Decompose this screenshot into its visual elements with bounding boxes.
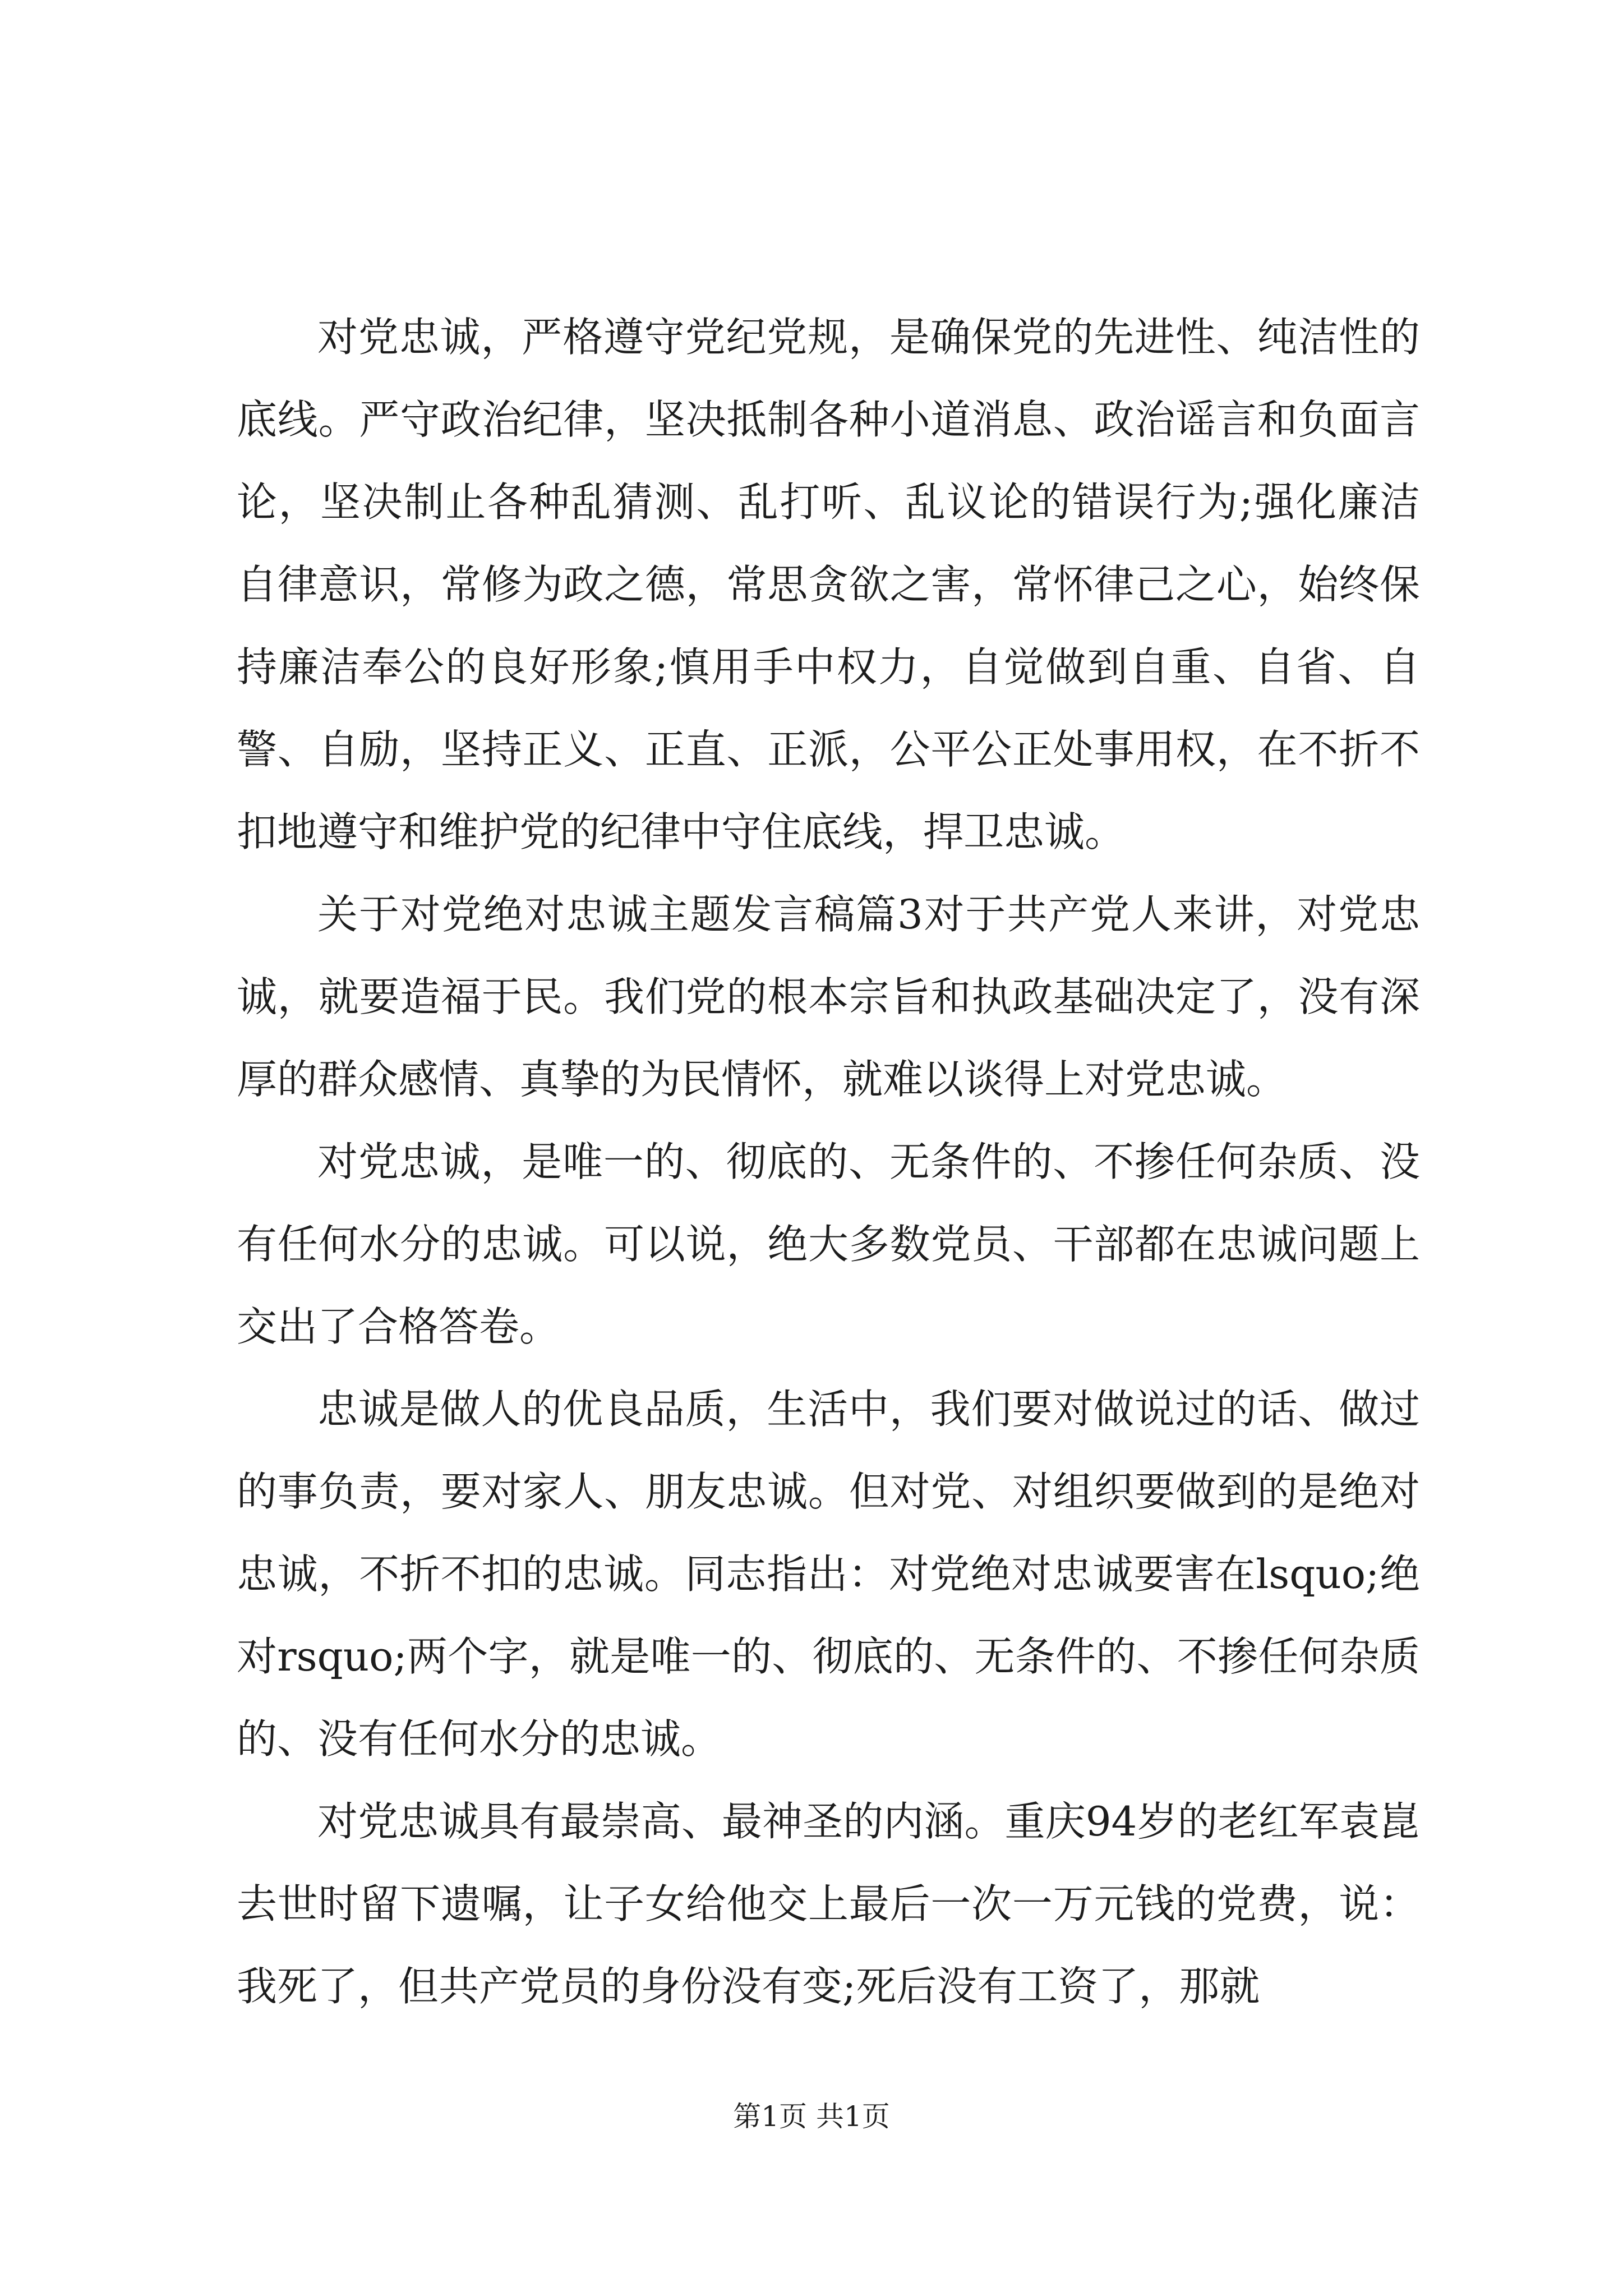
paragraph-2: 关于对党绝对忠诚主题发言稿篇3对于共产党人来讲，对党忠诚，就要造福于民。我们党的根本宗旨和执政基础决定了，没有深厚的群众感情、真挚的为民情怀，就难以谈得上对党忠诚。: [237, 891, 1420, 1103]
paragraph-3: 对党忠诚，是唯一的、彻底的、无条件的、不掺任何杂质、没有任何水分的忠诚。可以说，绝大多数党员、干部都在忠诚问题上交出了合格答卷。: [237, 1138, 1420, 1350]
paragraph-4: 忠诚是做人的优良品质，生活中，我们要对做说过的话、做过的事负责，要对家人、朋友忠诚。但对党、对组织要做到的是绝对忠诚，不折不扣的忠诚。同志指出：对党绝对忠诚要害在lsquo;绝对rsquo;两个字，就是唯一的、彻底的、无条件的、不掺任何杂质的、没有任何水分的忠诚。: [237, 1386, 1420, 1763]
document-body: [237, 296, 1420, 2028]
paragraph-1: 对党忠诚，严格遵守党纪党规，是确保党的先进性、纯洁性的底线。严守政治纪律，坚决抵制各种小道消息、政治谣言和负面言论，坚决制止各种乱猜测、乱打听、乱议论的错误行为;强化廉洁自律意识，常修为政之德，常思贪欲之害，常怀律己之心，始终保持廉洁奉公的良好形象;慎用手中权力，自觉做到自重、自省、自警、自励，坚持正义、正直、正派，公平公正处事用权，在不折不扣地遵守和维护党的纪律中守住底线，捍卫忠诚。: [237, 314, 1420, 855]
paragraph-5: 对党忠诚具有最崇高、最神圣的内涵。重庆94岁的老红军袁崑去世时留下遗嘱，让子女给他交上最后一次一万元钱的党费，说：我死了，但共产党员的身份没有变;死后没有工资了，那就: [237, 1798, 1420, 2010]
page-footer: 第1页 共1页: [733, 2100, 890, 2133]
